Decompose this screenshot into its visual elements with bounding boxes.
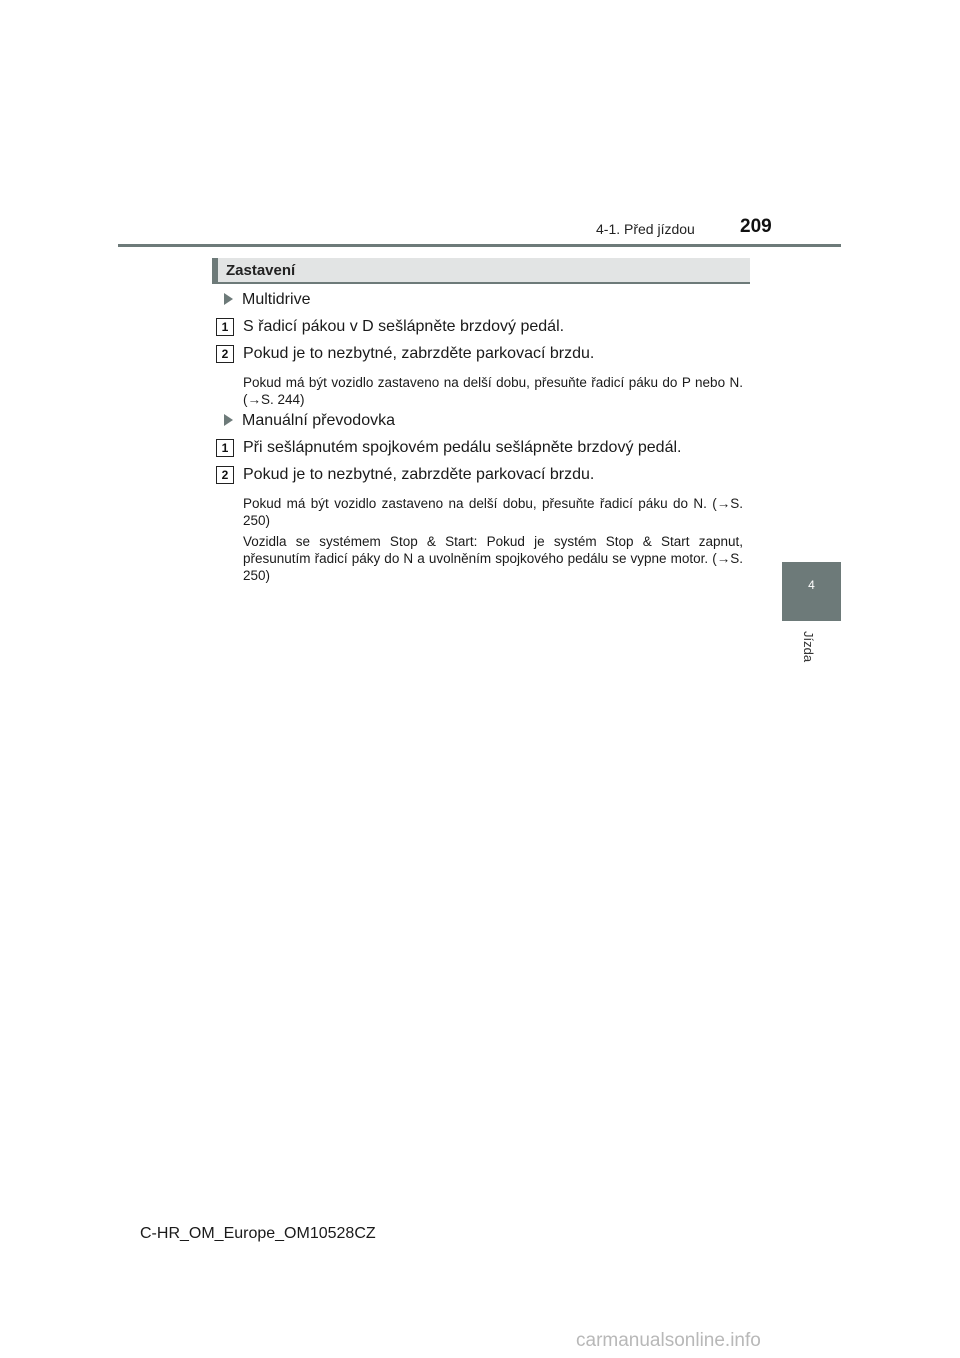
chapter-number: 4 [808, 578, 815, 592]
step-text: Při sešlápnutém spojkovém pedálu sešlápněte brzdový pedál. [243, 439, 682, 456]
step-text: Pokud je to nezbytné, zabrzděte parkovací brzdu. [243, 345, 595, 362]
subheading-label: Multidrive [242, 291, 311, 308]
step-number-badge: 2 [216, 345, 234, 363]
step-number-badge: 1 [216, 439, 234, 457]
document-code: C-HR_OM_Europe_OM10528CZ [140, 1225, 376, 1242]
subheading-multidrive [224, 291, 310, 309]
section-title: Zastavení [226, 262, 296, 279]
note-paragraph: Pokud má být vozidlo zastaveno na delší dobu, přesuňte řadicí páku do P nebo N. (→S. 244) [243, 375, 743, 407]
chapter-tab [782, 562, 841, 621]
header-divider [118, 244, 841, 247]
chapter-title: Jízda [801, 631, 816, 663]
triangle-bullet-icon [224, 414, 233, 426]
note-paragraph: Pokud má být vozidlo zastaveno na delší dobu, přesuňte řadicí páku do N. (→S. 250) [243, 496, 743, 528]
subheading-label: Manuální převodovka [242, 412, 395, 429]
note-paragraph: Vozidla se systémem Stop & Start: Pokud je systém Stop & Start zapnut, přesunutím řadicí páky do N a uvolněním spojkového pedálu se vypne motor. (→S. 250) [243, 534, 743, 583]
section-reference: 4-1. Před jízdou [596, 221, 695, 237]
step-text: S řadicí pákou v D sešlápněte brzdový pedál. [243, 318, 565, 335]
section-heading [212, 258, 750, 284]
step-text: Pokud je to nezbytné, zabrzděte parkovací brzdu. [243, 466, 595, 483]
subheading-manual [224, 412, 395, 430]
watermark: carmanualsonline.info [576, 1330, 761, 1351]
step-number-badge: 1 [216, 318, 234, 336]
step-number-badge: 2 [216, 466, 234, 484]
page-number: 209 [740, 216, 772, 237]
triangle-bullet-icon [224, 293, 233, 305]
